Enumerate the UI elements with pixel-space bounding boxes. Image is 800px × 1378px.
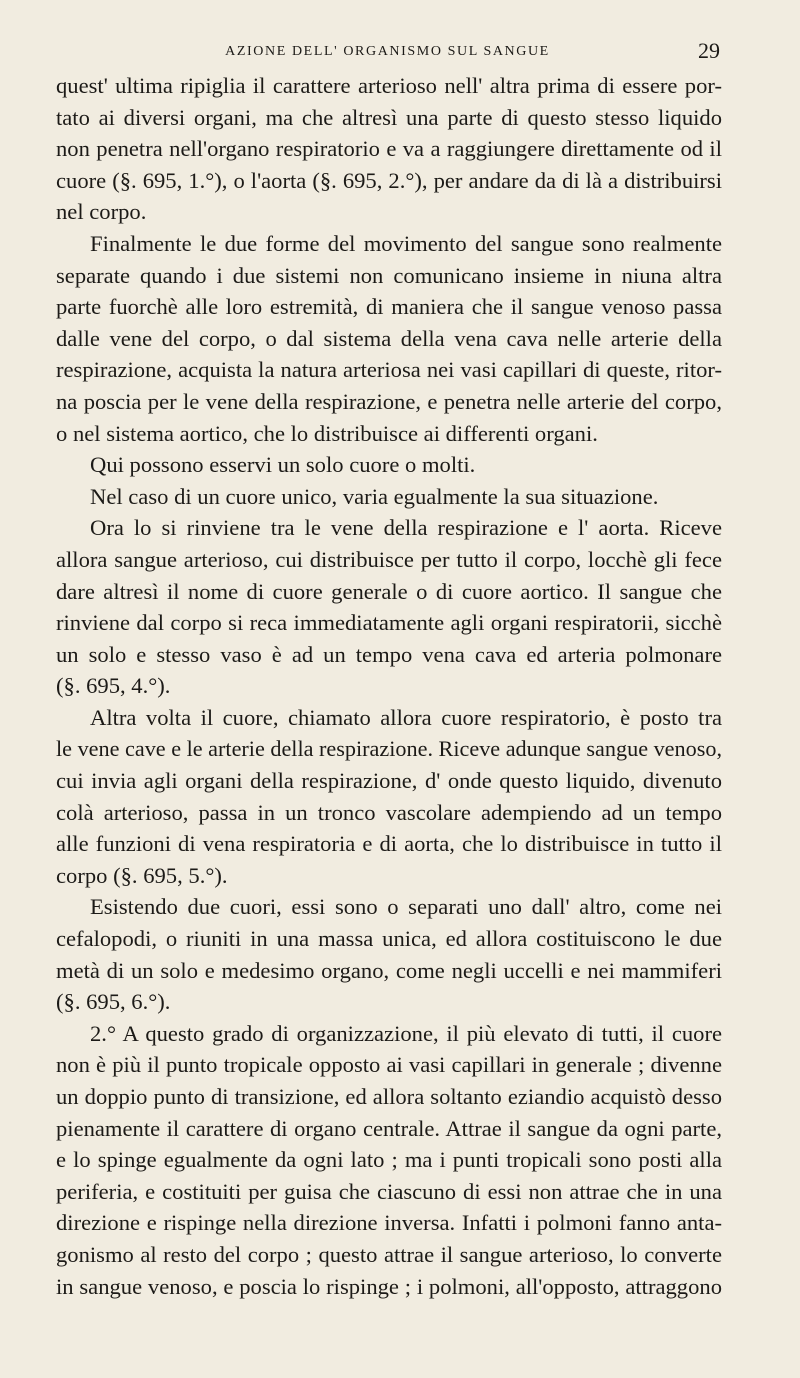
text-line: Altra volta il cuore, chiamato allora cuore respiratorio, è posto tra [90, 704, 722, 730]
text-line: direzione e rispinge nella direzione inversa. Infatti i polmoni fanno anta- [56, 1210, 722, 1236]
running-head [55, 38, 720, 66]
text-line: rinviene dal corpo si reca immediatamente agli organi respiratorii, sicchè [56, 610, 722, 636]
text-line: Ora lo si rinviene tra le vene della respirazione e l' aorta. Riceve [90, 515, 722, 541]
text-line: colà arterioso, passa in un tronco vascolare adempiendo ad un tempo [56, 799, 722, 825]
text-line: le vene cave e le arterie della respirazione. Riceve adunque sangue venoso, [56, 736, 722, 762]
text-line: nel corpo. [56, 199, 147, 225]
text-line: periferia, e costituiti per guisa che ciascuno di essi non attrae che in una [56, 1178, 722, 1204]
text-line: gonismo al resto del corpo ; questo attrae il sangue arterioso, lo converte [56, 1241, 722, 1267]
text-line: non penetra nell'organo respiratorio e va a raggiungere direttamente od il [56, 136, 722, 162]
text-line: e lo spinge egualmente da ogni lato ; ma i punti tropicali sono posti alla [56, 1147, 722, 1173]
body-text [56, 70, 722, 1302]
text-line: cuore (§. 695, 1.°), o l'aorta (§. 695, 2.°), per andare da di là a distribuirsi [56, 167, 722, 193]
running-title: AZIONE DELL' ORGANISMO SUL SANGUE [225, 44, 550, 59]
text-line: allora sangue arterioso, cui distribuisce per tutto il corpo, locchè gli fece [56, 546, 722, 572]
text-line: metà di un solo e medesimo organo, come negli uccelli e nei mammiferi [56, 957, 722, 983]
text-line: Qui possono esservi un solo cuore o molti. [90, 452, 476, 478]
text-line: quest' ultima ripiglia il carattere arterioso nell' altra prima di essere por- [56, 73, 722, 98]
text-line: Finalmente le due forme del movimento del sangue sono realmente [90, 230, 722, 256]
text-line: 2.° A questo grado di organizzazione, il più elevato di tutti, il cuore [90, 1020, 722, 1046]
page-number: 29 [698, 38, 720, 63]
text-line: un solo e stesso vaso è ad un tempo vena cava ed arteria polmonare [56, 641, 722, 667]
text-line: alle funzioni di vena respiratoria e di aorta, che lo distribuisce in tutto il [56, 831, 722, 857]
text-line: non è più il punto tropicale opposto ai vasi capillari in generale ; divenne [56, 1052, 722, 1078]
text-line: parte fuorchè alle loro estremità, di maniera che il sangue venoso passa [56, 294, 722, 320]
text-line: cefalopodi, o riuniti in una massa unica, ed allora costituiscono le due [56, 926, 722, 952]
text-line: (§. 695, 4.°). [56, 673, 171, 699]
text-line: un doppio punto di transizione, ed allora soltanto eziandio acquistò desso [56, 1084, 722, 1109]
text-line: o nel sistema aortico, che lo distribuisce ai differenti organi. [56, 420, 598, 446]
text-line: corpo (§. 695, 5.°). [56, 862, 228, 888]
text-line: dare altresì il nome di cuore generale o di cuore aortico. Il sangue che [56, 578, 722, 604]
text-line: Esistendo due cuori, essi sono o separati uno dall' altro, come nei [90, 894, 722, 920]
text-line: pienamente il carattere di organo centrale. Attrae il sangue da ogni parte, [56, 1115, 722, 1141]
text-line: dalle vene del corpo, o dal sistema della vena cava nelle arterie della [56, 325, 722, 351]
text-line: Nel caso di un cuore unico, varia egualmente la sua situazione. [90, 483, 659, 509]
text-line: in sangue venoso, e poscia lo rispinge ; i polmoni, all'opposto, attraggono [56, 1273, 722, 1299]
text-line: cui invia agli organi della respirazione, d' onde questo liquido, divenuto [56, 768, 722, 794]
text-line: (§. 695, 6.°). [56, 989, 171, 1015]
text-line: separate quando i due sistemi non comunicano insieme in niuna altra [56, 262, 722, 288]
text-line: respirazione, acquista la natura arteriosa nei vasi capillari di queste, ritor- [56, 357, 722, 383]
text-line: tato ai diversi organi, ma che altresì una parte di questo stesso liquido [56, 104, 722, 130]
text-line: na poscia per le vene della respirazione, e penetra nelle arterie del corpo, [56, 388, 722, 414]
